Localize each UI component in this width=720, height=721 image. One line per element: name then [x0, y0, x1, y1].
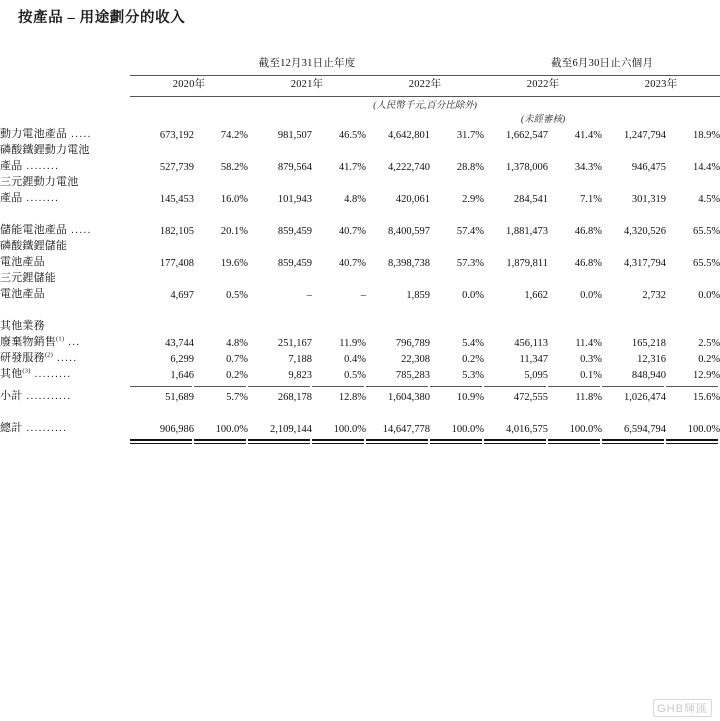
row-label-footnote-marker: (2) [44, 351, 53, 359]
header-year-2020: 2020年 [172, 79, 206, 90]
cell-percent-3 [548, 269, 602, 285]
cell-percent-3: 46.8% [574, 258, 603, 269]
table-row [0, 221, 720, 237]
cell-amount-4: 6,594,794 [624, 424, 667, 435]
row-label-text: 三元鋰儲能 [0, 272, 56, 284]
cell-amount-4 [602, 317, 666, 333]
cell-percent-1: 11.9% [339, 338, 366, 349]
cell-amount-3: 5,095 [524, 370, 549, 381]
header-year-2023-interim: 2023年 [644, 79, 678, 90]
row-label [0, 387, 130, 403]
cell-amount-1: 268,178 [277, 392, 312, 403]
cell-percent-1 [312, 141, 366, 157]
row-label-leader-dots: ......... [30, 369, 72, 380]
cell-amount-0 [130, 317, 194, 333]
cell-percent-0 [194, 269, 248, 285]
row-label [0, 157, 130, 173]
cell-percent-4 [666, 237, 720, 253]
table-row-category-heading [0, 317, 720, 333]
cell-percent-3: 11.8% [575, 392, 603, 403]
row-label [0, 419, 130, 435]
cell-percent-2: 5.3% [462, 370, 485, 381]
row-label [0, 333, 130, 349]
row-label [0, 173, 130, 189]
cell-percent-2: 0.2% [462, 354, 485, 365]
cell-percent-3: 34.3% [574, 162, 603, 173]
cell-percent-3: 100.0% [569, 424, 603, 435]
row-label [0, 365, 130, 381]
cell-amount-1: 859,459 [277, 226, 312, 237]
cell-amount-2 [366, 269, 430, 285]
spacer-cell [0, 205, 720, 221]
table-row [0, 189, 720, 205]
cell-amount-1: 879,564 [277, 162, 312, 173]
cell-amount-1: 251,167 [277, 338, 312, 349]
cell-percent-4: 100.0% [687, 424, 720, 435]
cell-percent-4: 14.4% [692, 162, 720, 173]
cell-percent-0: 0.5% [226, 290, 248, 301]
cell-amount-2: 4,642,801 [388, 130, 430, 141]
cell-amount-1: 7,188 [288, 354, 312, 365]
cell-percent-4: 4.5% [698, 194, 720, 205]
cell-amount-4 [602, 173, 666, 189]
cell-percent-0 [194, 317, 248, 333]
cell-percent-3: 11.4% [575, 338, 603, 349]
cell-percent-4 [666, 269, 720, 285]
page-title: 按產品 – 用途劃分的收入 [18, 10, 186, 26]
cell-percent-1 [312, 173, 366, 189]
cell-percent-2: 100.0% [451, 424, 485, 435]
row-label-text: 其他業務 [0, 320, 45, 332]
cell-amount-0: 673,192 [159, 130, 194, 141]
header-group-title-row [0, 55, 720, 70]
cell-amount-3: 4,016,575 [506, 424, 549, 435]
cell-amount-3: 456,113 [514, 338, 549, 349]
row-label [0, 237, 130, 253]
cell-amount-4: 848,940 [631, 370, 667, 381]
cell-amount-4: 12,316 [637, 354, 667, 365]
cell-percent-1: 12.8% [338, 392, 366, 403]
cell-percent-1: 0.5% [344, 370, 366, 381]
cell-percent-2 [430, 237, 484, 253]
row-label-footnote-marker: (1) [56, 335, 65, 343]
cell-amount-2: 1,859 [406, 290, 430, 301]
cell-percent-0: 100.0% [215, 424, 248, 435]
table-row [0, 285, 720, 301]
cell-amount-1 [248, 173, 312, 189]
cell-amount-4: 1,026,474 [624, 392, 667, 403]
cell-amount-2: 8,398,738 [388, 258, 430, 269]
cell-percent-1: 0.4% [344, 354, 366, 365]
cell-percent-0: 20.1% [220, 226, 248, 237]
cell-percent-4: 2.5% [698, 338, 720, 349]
cell-amount-0: 43,744 [165, 338, 194, 349]
table-row-category-heading [0, 237, 720, 253]
cell-amount-4: 4,320,526 [624, 226, 667, 237]
header-group-left-label: 截至12月31日止年度 [258, 58, 356, 69]
grand-total-rule-cell-6 [484, 435, 548, 444]
cell-amount-1 [248, 317, 312, 333]
cell-amount-3: 1,378,006 [506, 162, 549, 173]
cell-amount-0: 527,739 [159, 162, 194, 173]
cell-amount-2: 8,400,597 [388, 226, 430, 237]
grand-total-rule-cell-9 [666, 435, 720, 444]
table-body [0, 125, 720, 444]
cell-amount-0: 4,697 [170, 290, 194, 301]
cell-amount-0 [130, 237, 194, 253]
row-label [0, 141, 130, 157]
row-label [0, 349, 130, 365]
grand-total-double-rule-row [0, 435, 720, 444]
cell-amount-4 [602, 141, 666, 157]
row-label-text: 其他 [0, 368, 23, 380]
grand-total-rule-cell-3 [312, 435, 366, 444]
cell-percent-2 [430, 269, 484, 285]
row-label-leader-dots: ........ [22, 161, 60, 172]
cell-amount-3 [484, 141, 548, 157]
row-label-leader-dots: .......... [22, 423, 68, 434]
table-row-category-heading [0, 173, 720, 189]
row-label [0, 125, 130, 141]
cell-amount-4 [602, 269, 666, 285]
cell-amount-2: 1,604,380 [388, 392, 430, 403]
row-label-text: 儲能電池產品 [0, 224, 68, 236]
cell-amount-0: 145,453 [159, 194, 194, 205]
cell-amount-2 [366, 141, 430, 157]
cell-percent-4 [666, 173, 720, 189]
row-label-leader-dots: ..... [67, 225, 92, 236]
cell-percent-1: 4.8% [344, 194, 366, 205]
table-row [0, 253, 720, 269]
row-label-text: 磷酸鐵鋰儲能 [0, 240, 68, 252]
cell-percent-4 [666, 317, 720, 333]
cell-percent-4: 12.9% [692, 370, 720, 381]
cell-amount-4: 1,247,794 [624, 130, 667, 141]
row-label [0, 317, 130, 333]
cell-amount-3: 11,347 [519, 354, 549, 365]
cell-amount-3: 472,555 [513, 392, 549, 403]
cell-amount-4: 301,319 [631, 194, 667, 205]
grand-total-rule-cell-4 [366, 435, 430, 444]
cell-amount-3 [484, 173, 548, 189]
cell-amount-1: 859,459 [277, 258, 312, 269]
header-audit-note-row [0, 111, 720, 125]
cell-percent-4: 65.5% [692, 258, 720, 269]
watermark: GHB輝匯 [653, 699, 712, 717]
cell-amount-3: 1,879,811 [506, 258, 549, 269]
row-label-text: 電池產品 [0, 256, 45, 268]
cell-percent-2 [430, 173, 484, 189]
cell-percent-3: 0.3% [580, 354, 603, 365]
header-unit-note-row [0, 97, 720, 111]
cell-amount-3 [484, 269, 548, 285]
cell-amount-4: 165,218 [631, 338, 667, 349]
row-label-leader-dots: ..... [67, 129, 92, 140]
spacer-row [0, 301, 720, 317]
row-label-leader-dots: ..... [53, 353, 78, 364]
cell-amount-2: 785,283 [395, 370, 430, 381]
cell-amount-1: 981,507 [277, 130, 312, 141]
cell-amount-0: 1,646 [170, 370, 194, 381]
cell-percent-1: 40.7% [338, 258, 366, 269]
row-label [0, 269, 130, 285]
table-header [0, 55, 720, 125]
cell-percent-0: 4.8% [226, 338, 248, 349]
row-label-leader-dots: ... [64, 337, 81, 348]
unit-note: (人民幣千元,百分比除外) [373, 101, 477, 111]
cell-percent-0 [194, 173, 248, 189]
header-year-2022-interim: 2022年 [526, 79, 560, 90]
audit-note: (未經審核) [520, 115, 566, 125]
spacer-cell [0, 403, 720, 419]
cell-amount-2: 420,061 [395, 194, 430, 205]
grand-total-rule-cell-2 [248, 435, 312, 444]
row-label-text: 動力電池產品 [0, 128, 68, 140]
cell-percent-0: 74.2% [220, 130, 248, 141]
cell-amount-0 [130, 173, 194, 189]
cell-amount-0: 182,105 [159, 226, 194, 237]
grand-total-rule-cell-0 [130, 435, 194, 444]
cell-percent-2 [430, 317, 484, 333]
cell-percent-1: 41.7% [338, 162, 366, 173]
cell-percent-0: 58.2% [220, 162, 248, 173]
cell-amount-2 [366, 173, 430, 189]
row-label-text: 產品 [0, 192, 23, 204]
cell-percent-3 [548, 317, 602, 333]
table-row-subtotal [0, 387, 720, 403]
cell-percent-2: 28.8% [456, 162, 485, 173]
cell-amount-0: 51,689 [165, 392, 194, 403]
cell-amount-2: 4,222,740 [388, 162, 430, 173]
cell-percent-4: 15.6% [692, 392, 720, 403]
cell-percent-1: 100.0% [333, 424, 366, 435]
cell-amount-3 [484, 237, 548, 253]
cell-amount-3: 1,662 [524, 290, 549, 301]
cell-percent-2: 57.4% [456, 226, 485, 237]
cell-amount-0: 6,299 [170, 354, 194, 365]
revenue-by-product-table [0, 55, 720, 444]
table-row [0, 333, 720, 349]
cell-percent-2: 10.9% [456, 392, 485, 403]
row-label [0, 221, 130, 237]
cell-percent-3: 0.1% [580, 370, 603, 381]
cell-percent-1: 46.5% [338, 130, 366, 141]
cell-percent-0: 0.7% [226, 354, 248, 365]
cell-amount-0 [130, 269, 194, 285]
header-year-2021: 2021年 [290, 79, 324, 90]
table-row [0, 157, 720, 173]
table-row [0, 349, 720, 365]
grand-total-rule-cell-1 [194, 435, 248, 444]
cell-amount-1: 9,823 [288, 370, 312, 381]
header-group-right-label: 截至6月30日止六個月 [551, 58, 654, 69]
cell-percent-3: 46.8% [574, 226, 603, 237]
cell-amount-0: 906,986 [159, 424, 194, 435]
table-row [0, 365, 720, 381]
table-row [0, 125, 720, 141]
row-label-text: 電池產品 [0, 288, 45, 300]
cell-percent-2 [430, 141, 484, 157]
cell-amount-4: 946,475 [631, 162, 667, 173]
cell-amount-2 [366, 237, 430, 253]
cell-amount-3 [484, 317, 548, 333]
cell-amount-4 [602, 237, 666, 253]
grand-total-rule-cell-7 [548, 435, 602, 444]
cell-amount-2: 14,647,778 [382, 424, 430, 435]
row-label-text: 廢棄物銷售 [0, 336, 56, 348]
row-label [0, 189, 130, 205]
cell-percent-0 [194, 141, 248, 157]
cell-percent-3: 41.4% [574, 130, 603, 141]
cell-percent-1 [312, 317, 366, 333]
cell-percent-2: 2.9% [462, 194, 485, 205]
cell-amount-4: 4,317,794 [624, 258, 667, 269]
row-label [0, 253, 130, 269]
spacer-cell [0, 301, 720, 317]
grand-total-rule-cell-5 [430, 435, 484, 444]
cell-percent-1 [312, 269, 366, 285]
cell-percent-4: 65.5% [692, 226, 720, 237]
cell-percent-0: 16.0% [220, 194, 248, 205]
cell-amount-1: 101,943 [277, 194, 312, 205]
cell-amount-2 [366, 317, 430, 333]
cell-amount-3: 1,662,547 [506, 130, 549, 141]
cell-amount-2: 22,308 [401, 354, 430, 365]
cell-amount-1 [248, 237, 312, 253]
cell-amount-2: 796,789 [395, 338, 430, 349]
row-label-leader-dots: ........... [22, 391, 72, 402]
cell-amount-0: 177,408 [159, 258, 194, 269]
cell-percent-0: 19.6% [220, 258, 248, 269]
table-row-category-heading [0, 141, 720, 157]
cell-percent-3: 7.1% [580, 194, 603, 205]
cell-percent-3 [548, 173, 602, 189]
spacer-row [0, 403, 720, 419]
cell-percent-4: 18.9% [692, 130, 720, 141]
cell-percent-0: 5.7% [226, 392, 248, 403]
row-label-footnote-marker: (3) [22, 367, 31, 375]
header-year-2022-annual: 2022年 [408, 79, 442, 90]
cell-amount-1 [248, 269, 312, 285]
cell-percent-3: 0.0% [580, 290, 603, 301]
cell-amount-1: – [306, 290, 312, 301]
cell-amount-4: 2,732 [642, 290, 667, 301]
cell-percent-3 [548, 141, 602, 157]
cell-percent-1: 40.7% [338, 226, 366, 237]
cell-percent-2: 57.3% [456, 258, 485, 269]
row-label-text: 產品 [0, 160, 23, 172]
cell-percent-2: 0.0% [462, 290, 485, 301]
row-label-text: 研發服務 [0, 352, 45, 364]
row-label-text: 小計 [0, 390, 23, 402]
cell-percent-0: 0.2% [226, 370, 248, 381]
cell-percent-3 [548, 237, 602, 253]
cell-amount-3: 284,541 [513, 194, 549, 205]
cell-amount-0 [130, 141, 194, 157]
spacer-row [0, 205, 720, 221]
grand-total-rule-cell-8 [602, 435, 666, 444]
row-label [0, 285, 130, 301]
cell-percent-2: 5.4% [462, 338, 485, 349]
cell-percent-4: 0.0% [698, 290, 720, 301]
rule-label-spacer [0, 435, 130, 444]
cell-percent-1 [312, 237, 366, 253]
cell-amount-1 [248, 141, 312, 157]
cell-amount-1: 2,109,144 [270, 424, 312, 435]
row-label-text: 總計 [0, 422, 23, 434]
cell-percent-0 [194, 237, 248, 253]
cell-percent-1: – [360, 290, 366, 301]
table-row-category-heading [0, 269, 720, 285]
cell-percent-4 [666, 141, 720, 157]
cell-percent-2: 31.7% [456, 130, 485, 141]
cell-percent-4: 0.2% [698, 354, 720, 365]
row-label-leader-dots: ........ [22, 193, 60, 204]
row-label-text: 磷酸鐵鋰動力電池 [0, 144, 90, 156]
table-row-grand-total [0, 419, 720, 435]
header-year-row [0, 76, 720, 91]
cell-amount-3: 1,881,473 [506, 226, 549, 237]
row-label-text: 三元鋰動力電池 [0, 176, 79, 188]
